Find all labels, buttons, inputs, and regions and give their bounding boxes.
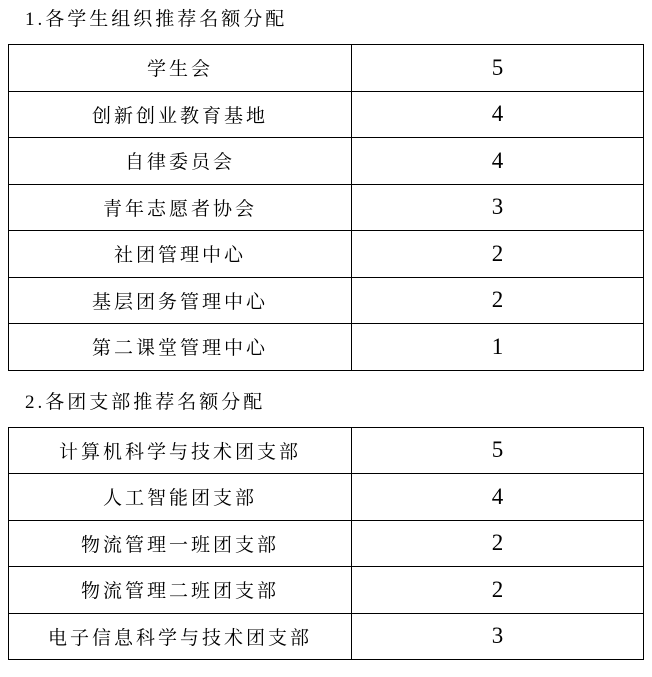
quota-cell: 5	[352, 45, 644, 92]
table-row	[9, 613, 644, 660]
section-1-heading: 1.各学生组织推荐名额分配	[25, 9, 288, 30]
table-row	[9, 45, 644, 92]
org-name-cell: 电子信息科学与技术团支部	[9, 613, 352, 660]
table-row	[9, 277, 644, 324]
org-name-cell: 计算机科学与技术团支部	[9, 427, 352, 474]
quota-cell: 1	[352, 324, 644, 371]
quota-cell: 3	[352, 184, 644, 231]
org-name-cell: 基层团务管理中心	[9, 277, 352, 324]
table-row	[9, 474, 644, 521]
quota-cell: 2	[352, 277, 644, 324]
table-row	[9, 520, 644, 567]
org-name-cell: 社团管理中心	[9, 231, 352, 278]
quota-cell: 2	[352, 520, 644, 567]
section-2-heading: 2.各团支部推荐名额分配	[25, 391, 266, 413]
quota-cell: 3	[352, 613, 644, 660]
table-row	[9, 91, 644, 138]
quota-cell: 4	[352, 91, 644, 138]
table-row	[9, 231, 644, 278]
quota-cell: 4	[352, 138, 644, 185]
league-branch-quota-table	[8, 427, 644, 661]
quota-cell: 4	[352, 474, 644, 521]
quota-cell: 2	[352, 231, 644, 278]
org-name-cell: 学生会	[9, 45, 352, 92]
org-name-cell: 创新创业教育基地	[9, 91, 352, 138]
student-org-quota-table	[8, 44, 644, 371]
table-row	[9, 324, 644, 371]
org-name-cell: 人工智能团支部	[9, 474, 352, 521]
org-name-cell: 物流管理二班团支部	[9, 567, 352, 614]
table-row	[9, 567, 644, 614]
org-name-cell: 物流管理一班团支部	[9, 520, 352, 567]
table-row	[9, 427, 644, 474]
org-name-cell: 青年志愿者协会	[9, 184, 352, 231]
quota-cell: 5	[352, 427, 644, 474]
quota-cell: 2	[352, 567, 644, 614]
org-name-cell: 第二课堂管理中心	[9, 324, 352, 371]
table-row	[9, 184, 644, 231]
org-name-cell: 自律委员会	[9, 138, 352, 185]
table-row	[9, 138, 644, 185]
